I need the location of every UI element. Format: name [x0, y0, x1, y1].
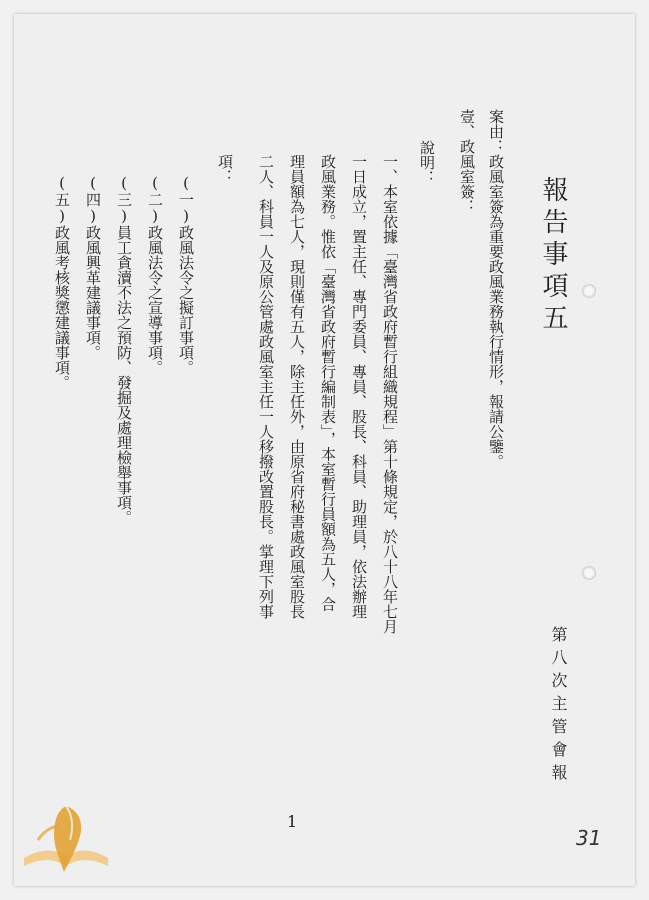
page-title: 報告事項五 — [538, 176, 568, 336]
paragraph-line: 二人、科員一人及原公管處政風室主任一人移撥改置股長。掌理下列事 — [257, 154, 275, 619]
document-page — [14, 14, 635, 886]
case-line: 案由：政風室簽為重要政風業務執行情形，報請公鑒。 — [487, 109, 505, 469]
paragraph-line: 一、本室依據「臺灣省政府暫行組織規程」第十條規定，於八十八年七月 — [381, 154, 399, 634]
list-item: (四)政風興革建議事項。 — [84, 174, 102, 360]
paragraph-line: 理員額為七人，現則僅有五人，除主任外，由原省府秘書處政風室股長 — [288, 154, 306, 619]
paragraph-line: 政風業務。惟依「臺灣省政府暫行編制表」，本室暫行員額為五人，合 — [319, 154, 337, 612]
paragraph-line: 一日成立，置主任、專門委員、專員、股長、科員、助理員，依法辦理 — [350, 154, 368, 619]
paragraph-line: 項： — [216, 154, 234, 184]
punch-hole — [582, 284, 596, 298]
list-item: (二)政風法令之宣導事項。 — [146, 174, 164, 375]
handwritten-page-number: 31 — [576, 826, 602, 850]
list-item: (五)政風考核獎懲建議事項。 — [53, 174, 71, 390]
taiwan-map-book-logo-icon — [18, 800, 114, 886]
explanation-label: 說明： — [418, 140, 436, 185]
list-item: (一)政風法令之擬訂事項。 — [177, 174, 195, 375]
list-item: (三)員工貪瀆不法之預防、發掘及處理檢舉事項。 — [115, 174, 133, 525]
page-number: 1 — [287, 812, 298, 831]
proposer-line: 壹、政風室簽： — [458, 109, 476, 214]
meeting-label: 第八次主管會報 — [549, 626, 568, 787]
punch-hole — [582, 566, 596, 580]
